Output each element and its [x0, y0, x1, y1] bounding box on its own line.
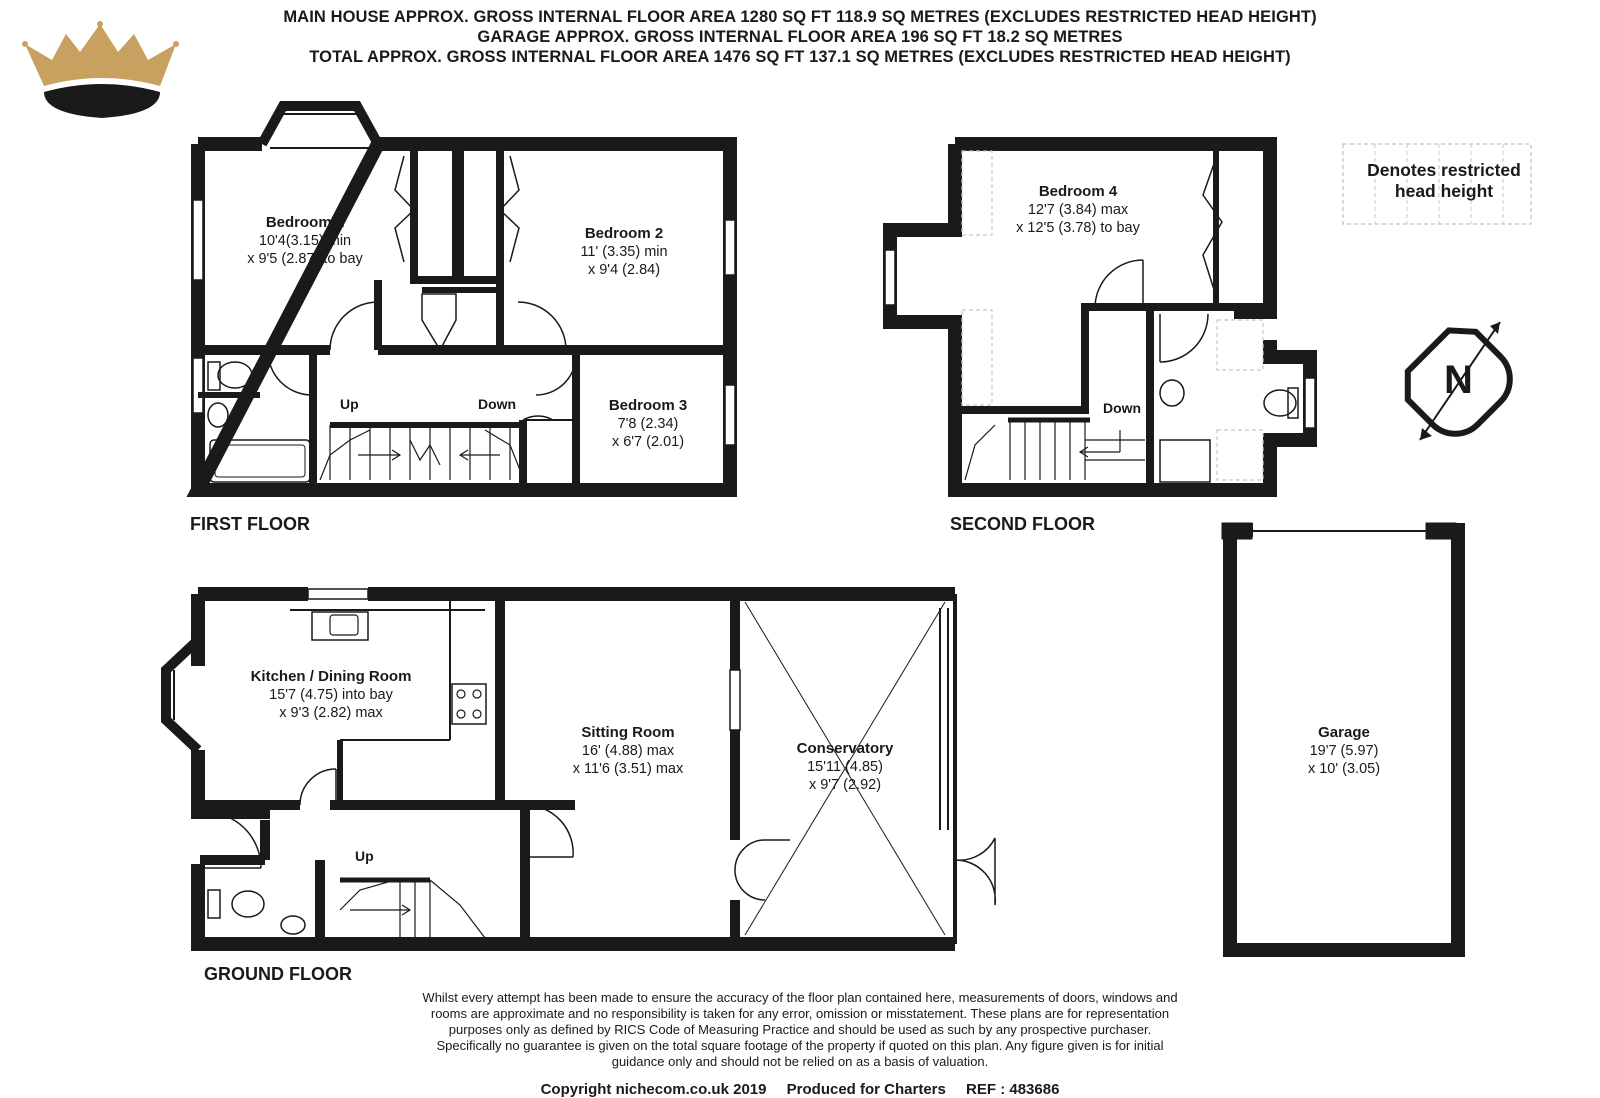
floor-title-first: FIRST FLOOR — [190, 514, 310, 534]
copyright-text: Copyright nichecom.co.uk 2019 — [540, 1081, 767, 1098]
legend-text-line2: head height — [1394, 181, 1494, 201]
disclaimer-line: guidance only and should not be relied on as a basis of valuation. — [611, 1054, 989, 1069]
room-dim-2: x 9'7 (2.92) — [808, 777, 882, 793]
room-name: Kitchen / Dining Room — [250, 668, 412, 685]
compass-letter: N — [1444, 358, 1473, 402]
area-summary-garage: GARAGE APPROX. GROSS INTERNAL FLOOR AREA 196 SQ FT 18.2 SQ METRES — [477, 28, 1123, 46]
disclaimer-line: Specifically no guarantee is given on the total square footage of the property if quoted on this plan. Any figure given is for initial — [436, 1038, 1164, 1053]
room-name: Bedroom 3 — [608, 397, 688, 414]
room-dim-2: x 11'6 (3.51) max — [572, 761, 684, 777]
area-summary-main-house: MAIN HOUSE APPROX. GROSS INTERNAL FLOOR AREA 1280 SQ FT 118.9 SQ METRES (EXCLUDES RESTRICTED HEAD HEIGHT) — [283, 8, 1317, 26]
legend-label — [1350, 160, 1538, 202]
room-dim-1: 12'7 (3.84) max — [1027, 202, 1129, 218]
room-dim-1: 11' (3.35) min — [580, 244, 668, 260]
room-dim-2: x 10' (3.05) — [1307, 761, 1381, 777]
stair-label-second-down: Down — [1103, 400, 1142, 416]
room-label-bedroom-2 — [580, 225, 667, 279]
room-label-kitchen — [251, 668, 412, 722]
floor-title-second: SECOND FLOOR — [950, 514, 1096, 534]
room-name: Garage — [1318, 724, 1370, 741]
room-name: Bedroom 4 — [1038, 183, 1118, 200]
room-dim-1: 15'11 (4.85) — [807, 759, 883, 775]
room-label-bedroom-3 — [609, 397, 687, 451]
room-name: Sitting Room — [581, 724, 675, 741]
disclaimer-line: rooms are approximate and no responsibility is taken for any error, omission or misstatement. These plans are for representation — [430, 1006, 1170, 1021]
reference-text: REF : 483686 — [966, 1081, 1060, 1098]
room-dim-2: x 9'3 (2.82) max — [279, 705, 383, 721]
disclaimer-line: Whilst every attempt has been made to ensure the accuracy of the floor plan contained here, measurements of doors, windows and — [422, 990, 1178, 1005]
room-name: Bedroom 2 — [584, 225, 664, 242]
room-dim-2: x 6'7 (2.01) — [611, 434, 685, 450]
produced-for-text: Produced for Charters — [786, 1081, 946, 1098]
floor-title-ground: GROUND FLOOR — [204, 964, 352, 984]
room-dim-1: 15'7 (4.75) into bay — [269, 687, 393, 703]
room-label-bedroom-1 — [247, 214, 363, 268]
room-name: Bedroom 1 — [265, 214, 345, 231]
room-dim-1: 16' (4.88) max — [581, 743, 675, 759]
room-label-sitting-room — [573, 724, 684, 778]
stair-label-first-down: Down — [478, 396, 517, 412]
room-name: Conservatory — [796, 740, 894, 757]
room-label-bedroom-4 — [1016, 183, 1140, 237]
room-dim-2: x 9'5 (2.87) to bay — [247, 251, 363, 267]
crown-logo-icon — [22, 21, 179, 118]
room-dim-1: 10'4(3.15) min — [258, 233, 352, 249]
room-label-garage — [1308, 724, 1380, 778]
stair-label-first-up: Up — [340, 396, 359, 412]
stair-label-ground-up: Up — [355, 848, 374, 864]
disclaimer-line: purposes only as defined by RICS Code of Measuring Practice and should be used as such by any prospective purchaser. — [448, 1022, 1152, 1037]
area-summary-total: TOTAL APPROX. GROSS INTERNAL FLOOR AREA 1476 SQ FT 137.1 SQ METRES (EXCLUDES RESTRICTED HEAD HEIGHT) — [309, 48, 1291, 66]
room-dim-1: 19'7 (5.97) — [1309, 743, 1379, 759]
disclaimer — [360, 990, 1240, 1070]
legend-text-line1: Denotes restricted — [1367, 160, 1521, 180]
room-dim-1: 7'8 (2.34) — [617, 416, 679, 432]
room-label-conservatory — [797, 740, 894, 794]
footer — [0, 1081, 1600, 1098]
room-dim-2: x 12'5 (3.78) to bay — [1016, 220, 1140, 236]
room-dim-2: x 9'4 (2.84) — [587, 262, 661, 278]
